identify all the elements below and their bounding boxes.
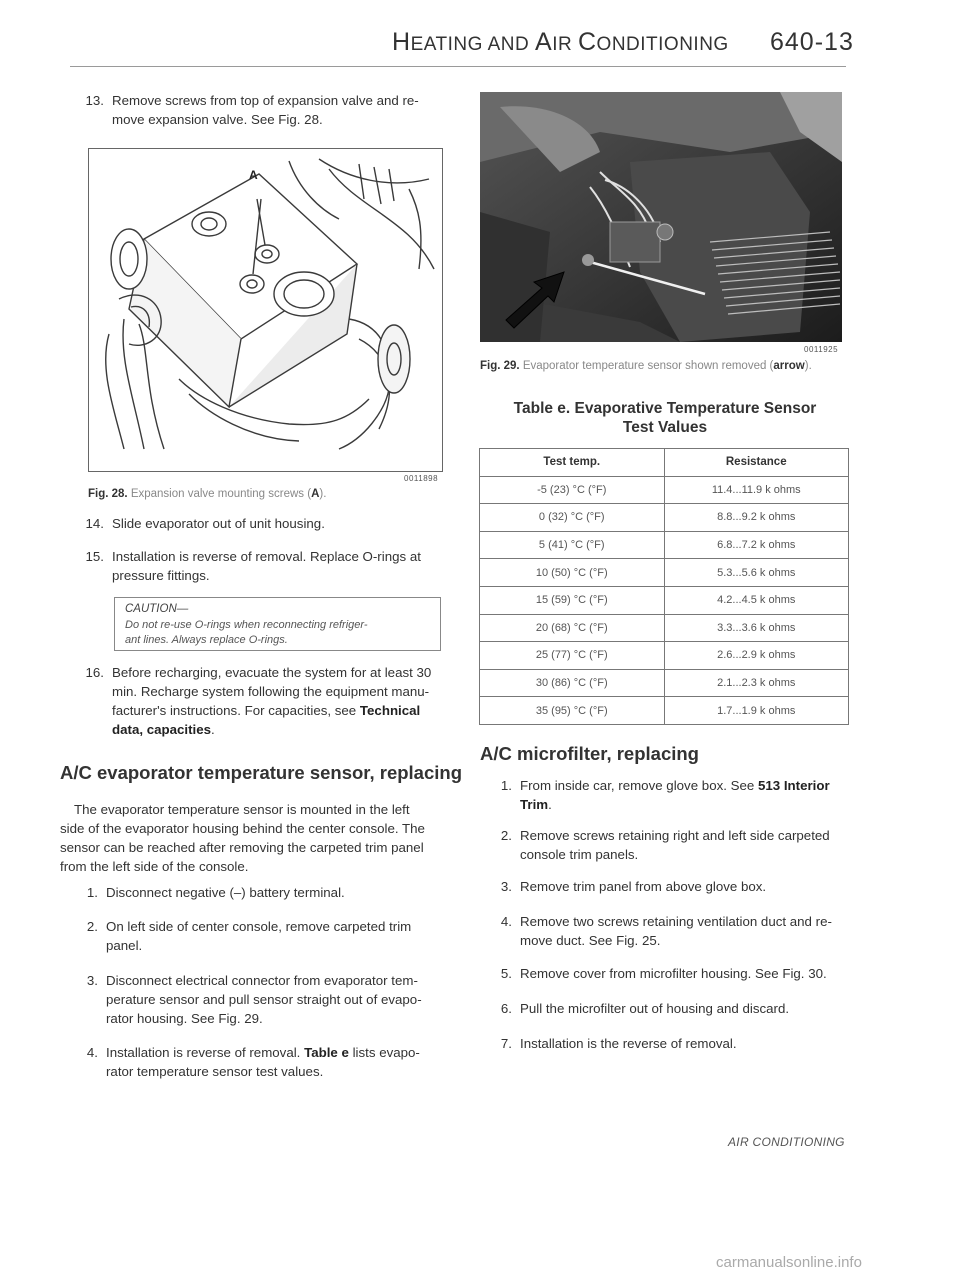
table-row: 0 (32) °C (°F) 8.8...9.2 k ohms — [480, 504, 849, 532]
step-15: 15. Installation is reverse of removal. Replace O-rings at pressure fittings. — [85, 549, 421, 583]
table-title-line-2: Test Values — [622, 419, 708, 436]
section-1-paragraph: The evaporator temperature sensor is mounted in the left side of the evaporator housing behind the center console. The sensor can be reached after removing the carpeted trim panel from the left side of the console. — [60, 802, 425, 874]
table-row: 30 (86) °C (°F) 2.1...2.3 k ohms — [480, 669, 849, 697]
step-14: 14. Slide evaporator out of unit housing. — [85, 516, 325, 531]
sensor-step-3: 3. Disconnect electrical connector from evaporator tem- perature sensor and pull sensor straight out of evapo- rator housing. See Fig. 29. — [86, 973, 422, 1026]
table-title-line-1: Table e. Evaporative Temperature Sensor — [513, 400, 817, 417]
table-row: 25 (77) °C (°F) 2.6...2.9 k ohms — [480, 642, 849, 670]
fig-29-caption: Fig. 29. Evaporator temperature sensor shown removed (arrow). — [480, 360, 812, 372]
column-header-test-temp: Test temp. — [480, 449, 665, 477]
table-row: 20 (68) °C (°F) 3.3...3.6 k ohms — [480, 614, 849, 642]
microfilter-step-4: 4. Remove two screws retaining ventilation duct and re- move duct. See Fig. 25. — [500, 914, 832, 948]
header-rule — [70, 66, 846, 67]
fig-28-id: 0011898 — [404, 474, 439, 483]
fig-28-callout: A — [249, 168, 258, 182]
fig-28-illustration — [88, 148, 443, 472]
microfilter-step-1: 1. From inside car, remove glove box. See 513 Interior Trim. — [500, 778, 830, 812]
caution-box — [114, 597, 441, 651]
page-number: 640-13 — [770, 28, 854, 56]
microfilter-step-7: 7. Installation is the reverse of removal. — [500, 1036, 737, 1051]
fig-28-caption: Fig. 28. Expansion valve mounting screws (A). — [88, 488, 327, 500]
step-16: 16. Before recharging, evacuate the system for at least 30 min. Recharge system following the equipment manu- facturer's instructions. For capacities, see Technical data, capacities. — [85, 665, 432, 737]
table-header-row — [480, 449, 849, 477]
section-heading-evaporator-sensor: A/C evaporator temperature sensor, replacing — [60, 762, 462, 783]
table-row: 5 (41) °C (°F) 6.8...7.2 k ohms — [480, 531, 849, 559]
footer-section-name: AIR CONDITIONING — [728, 1135, 845, 1149]
watermark: carmanualsonline.info — [716, 1254, 862, 1271]
fig-29-id: 0011925 — [804, 345, 839, 354]
microfilter-step-6: 6. Pull the microfilter out of housing and discard. — [500, 1001, 790, 1016]
table-row: 15 (59) °C (°F) 4.2...4.5 k ohms — [480, 586, 849, 614]
sensor-step-1: 1. Disconnect negative (–) battery terminal. — [86, 885, 345, 900]
fig-29-photo — [480, 92, 842, 342]
table-row: 10 (50) °C (°F) 5.3...5.6 k ohms — [480, 559, 849, 587]
sensor-test-values-table — [479, 448, 849, 725]
caution-text: Do not re-use O-rings when reconnecting refriger- ant lines. Always replace O-rings. — [125, 619, 368, 646]
expansion-valve-drawing — [89, 149, 442, 471]
column-header-resistance: Resistance — [664, 449, 849, 477]
microfilter-step-3: 3. Remove trim panel from above glove box. — [500, 879, 767, 894]
section-heading-microfilter: A/C microfilter, replacing — [480, 743, 699, 764]
table-row: -5 (23) °C (°F) 11.4...11.9 k ohms — [480, 476, 849, 504]
microfilter-step-2: 2. Remove screws retaining right and left side carpeted console trim panels. — [500, 828, 830, 862]
step-13: 13. Remove screws from top of expansion valve and re- move expansion valve. See Fig. 28. — [85, 93, 419, 127]
page-header-title: HEATING AND AIR CONDITIONING — [392, 28, 729, 56]
microfilter-step-5: 5. Remove cover from microfilter housing. See Fig. 30. — [500, 966, 827, 981]
sensor-step-4: 4. Installation is reverse of removal. Table e lists evapo- rator temperature sensor test values. — [86, 1045, 420, 1079]
evaporator-photo-drawing — [480, 92, 842, 342]
caution-title: CAUTION— — [125, 603, 189, 615]
sensor-step-2: 2. On left side of center console, remove carpeted trim panel. — [86, 919, 412, 953]
table-row: 35 (95) °C (°F) 1.7...1.9 k ohms — [480, 697, 849, 725]
